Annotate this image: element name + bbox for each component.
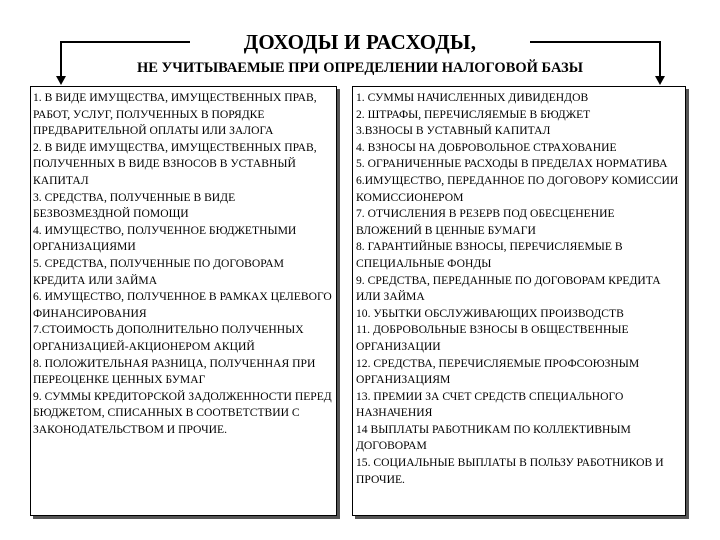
income-item-1: 1. В ВИДЕ ИМУЩЕСТВА, ИМУЩЕСТВЕННЫХ ПРАВ, РАБОТ, УСЛУГ, ПОЛУЧЕННЫХ В ПОРЯДКЕ ПРЕДВАРИТЕЛЬНОЙ ОПЛАТЫ ИЛИ ЗАЛОГА	[33, 91, 317, 138]
expense-item-8: 8. ГАРАНТИЙНЫЕ ВЗНОСЫ, ПЕРЕЧИСЛЯЕМЫЕ В СПЕЦИАЛЬНЫЕ ФОНДЫ	[356, 240, 623, 270]
expense-item-6: 6.ИМУЩЕСТВО, ПЕРЕДАННОЕ ПО ДОГОВОРУ КОМИССИИ КОМИССИОНЕРОМ	[356, 173, 679, 204]
bracket-left-horizontal	[60, 41, 190, 43]
income-item-7: 7.СТОИМОСТЬ ДОПОЛНИТЕЛЬНО ПОЛУЧЕННЫХ ОРГАНИЗАЦИЕЙ-АКЦИОНЕРОМ АКЦИЙ	[33, 323, 304, 353]
income-item-2: 2. В ВИДЕ ИМУЩЕСТВА, ИМУЩЕСТВЕННЫХ ПРАВ, ПОЛУЧЕННЫХ В ВИДЕ ВЗНОСОВ В УСТАВНЫЙ КАПИТАЛ	[33, 140, 317, 187]
expense-item-1: 1. СУММЫ НАЧИСЛЕННЫХ ДИВИДЕНДОВ	[356, 91, 589, 104]
expense-item-14: 14 ВЫПЛАТЫ РАБОТНИКАМ ПО КОЛЛЕКТИВНЫМ ДОГОВОРАМ	[356, 422, 631, 453]
expense-item-7: 7. ОТЧИСЛЕНИЯ В РЕЗЕРВ ПОД ОБЕСЦЕНЕНИЕ ВЛОЖЕНИЙ В ЦЕННЫЕ БУМАГИ	[356, 207, 615, 237]
expense-item-5: 5. ОГРАНИЧЕННЫЕ РАСХОДЫ В ПРЕДЕЛАХ НОРМАТИВА	[356, 157, 668, 171]
arrow-down-right-icon	[655, 76, 665, 85]
income-item-4: 4. ИМУЩЕСТВО, ПОЛУЧЕННОЕ БЮДЖЕТНЫМИ ОРГАНИЗАЦИЯМИ	[33, 223, 297, 254]
expense-item-4: 4. ВЗНОСЫ НА ДОБРОВОЛЬНОЕ СТРАХОВАНИЕ	[356, 140, 617, 154]
expense-item-15: 15. СОЦИАЛЬНЫЕ ВЫПЛАТЫ В ПОЛЬЗУ РАБОТНИКОВ И ПРОЧИЕ.	[356, 456, 664, 486]
income-item-3: 3. СРЕДСТВА, ПОЛУЧЕННЫЕ В ВИДЕ БЕЗВОЗМЕЗДНОЙ ПОМОЩИ	[33, 190, 236, 221]
expense-item-12: 12. СРЕДСТВА, ПЕРЕЧИСЛЯЕМЫЕ ПРОФСОЮЗНЫМ ОРГАНИЗАЦИЯМ	[356, 356, 640, 387]
income-item-9: 9. СУММЫ КРЕДИТОРСКОЙ ЗАДОЛЖЕННОСТИ ПЕРЕД БЮДЖЕТОМ, СПИСАННЫХ В СООТВЕТСТВИИ С ЗАКОНОДАТЕЛЬСТВОМ И ПРОЧИЕ.	[33, 389, 332, 436]
income-list-box	[30, 86, 337, 516]
expense-list-box	[352, 86, 686, 516]
arrow-down-left-icon	[56, 76, 66, 85]
page-title: ДОХОДЫ И РАСХОДЫ,	[243, 30, 477, 54]
page-subtitle: НЕ УЧИТЫВАЕМЫЕ ПРИ ОПРЕДЕЛЕНИИ НАЛОГОВОЙ БАЗЫ	[137, 60, 583, 76]
bracket-left-vertical	[60, 41, 62, 77]
expense-item-9: 9. СРЕДСТВА, ПЕРЕДАННЫЕ ПО ДОГОВОРАМ КРЕДИТА ИЛИ ЗАЙМА	[356, 273, 661, 304]
income-item-5: 5. СРЕДСТВА, ПОЛУЧЕННЫЕ ПО ДОГОВОРАМ КРЕДИТА ИЛИ ЗАЙМА	[33, 256, 284, 287]
expense-item-3: 3.ВЗНОСЫ В УСТАВНЫЙ КАПИТАЛ	[356, 124, 551, 138]
expense-item-10: 10. УБЫТКИ ОБСЛУЖИВАЮЩИХ ПРОИЗВОДСТВ	[356, 306, 624, 320]
expense-item-13: 13. ПРЕМИИ ЗА СЧЕТ СРЕДСТВ СПЕЦИАЛЬНОГО НАЗНАЧЕНИЯ	[356, 389, 624, 420]
income-item-6: 6. ИМУЩЕСТВО, ПОЛУЧЕННОЕ В РАМКАХ ЦЕЛЕВОГО ФИНАНСИРОВАНИЯ	[33, 290, 332, 320]
bracket-right-horizontal	[530, 41, 661, 43]
expense-item-2: 2. ШТРАФЫ, ПЕРЕЧИСЛЯЕМЫЕ В БЮДЖЕТ	[356, 107, 591, 121]
expense-item-11: 11. ДОБРОВОЛЬНЫЕ ВЗНОСЫ В ОБЩЕСТВЕННЫЕ ОРГАНИЗАЦИИ	[356, 323, 629, 353]
income-item-8: 8. ПОЛОЖИТЕЛЬНАЯ РАЗНИЦА, ПОЛУЧЕННАЯ ПРИ ПЕРЕОЦЕНКЕ ЦЕННЫХ БУМАГ	[33, 356, 316, 387]
bracket-right-vertical	[659, 41, 661, 77]
